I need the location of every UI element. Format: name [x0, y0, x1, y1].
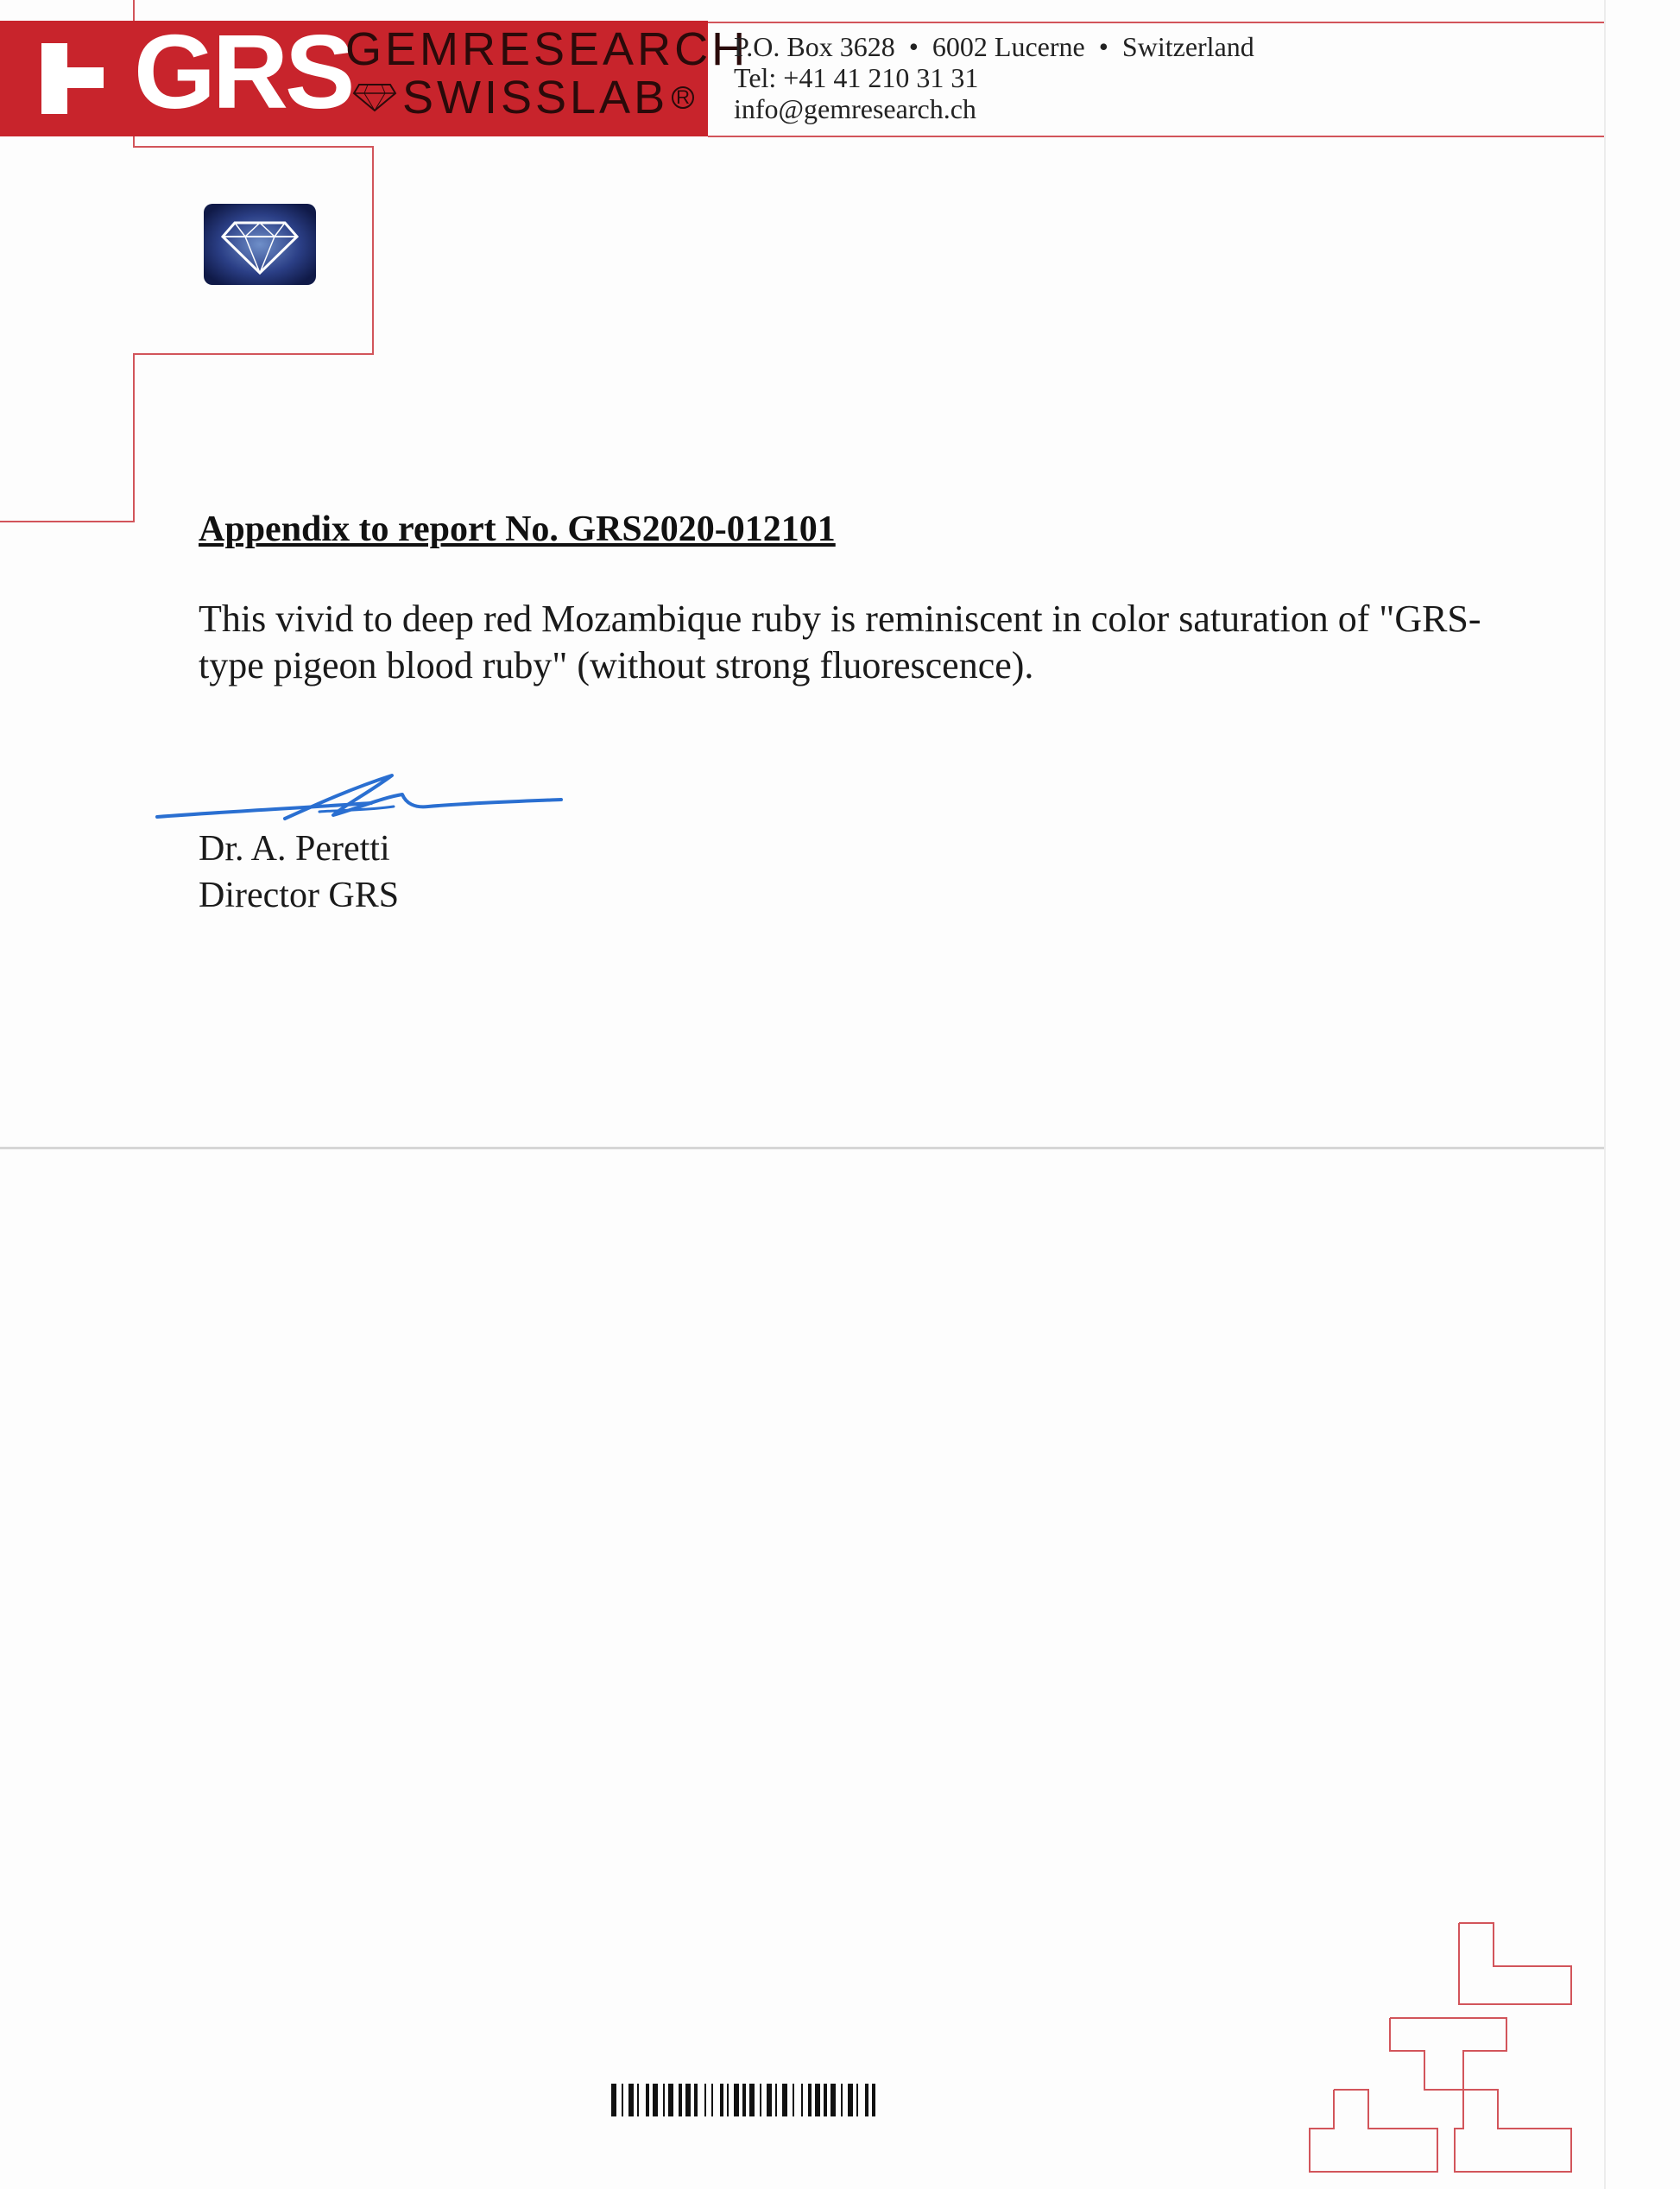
barcode	[611, 2084, 953, 2116]
signatory-name: Dr. A. Peretti	[199, 829, 390, 869]
cross-outline-icon	[1308, 1921, 1584, 2180]
appendix-title: Appendix to report No. GRS2020-012101	[199, 509, 836, 549]
diamond-hologram-icon	[204, 204, 316, 285]
registered-mark: R	[672, 86, 694, 109]
paper-edge	[1604, 0, 1606, 2189]
diamond-icon	[352, 83, 397, 112]
contact-email: info@gemresearch.ch	[734, 93, 976, 124]
brand-name-line2	[352, 74, 694, 121]
paper-fold-line	[0, 1147, 1606, 1149]
brand-name-line1: GEMRESEARCH	[345, 23, 749, 75]
signatory-title: Director GRS	[199, 876, 400, 915]
appendix-body: This vivid to deep red Mozambique ruby is reminiscent in color saturation of "GRS-type pigeon blood ruby" (without strong fluorescence).	[199, 598, 1481, 686]
swiss-cross-icon	[41, 43, 104, 114]
brand-name-line2-text: SWISSLAB	[402, 72, 669, 123]
contact-address: P.O. Box 3628 • 6002 Lucerne • Switzerland	[734, 31, 1254, 62]
logo-wordmark: GRS	[134, 13, 352, 130]
contact-phone: Tel: +41 41 210 31 31	[734, 62, 979, 93]
